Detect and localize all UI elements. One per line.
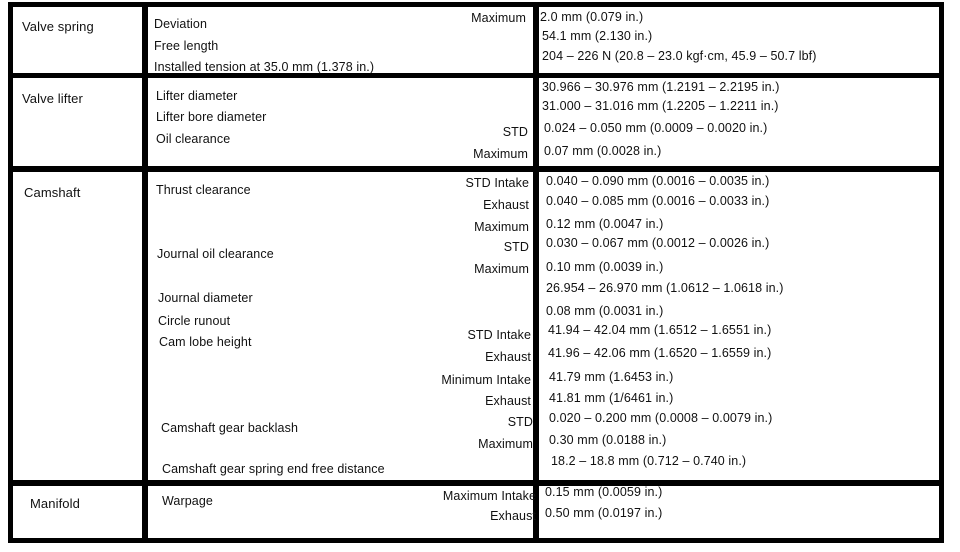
spec-value: 204 – 226 N (20.8 – 23.0 kgf·cm, 45.9 – 50.7 lbf) <box>542 49 817 63</box>
spec-value: 18.2 – 18.8 mm (0.712 – 0.740 in.) <box>551 454 747 468</box>
section-title-valve-lifter: Valve lifter <box>22 91 83 106</box>
spec-value: 0.10 mm (0.0039 in.) <box>546 260 664 274</box>
column-divider-2 <box>533 2 539 543</box>
condition-label: Minimum Intake <box>441 373 531 387</box>
item-label: Free length <box>154 39 219 53</box>
condition-label: Maximum <box>478 437 533 451</box>
section-divider-3 <box>8 480 944 486</box>
spec-value: 0.030 – 0.067 mm (0.0012 – 0.0026 in.) <box>546 236 770 250</box>
spec-value: 30.966 – 30.976 mm (1.2191 – 2.2195 in.) <box>542 80 780 94</box>
condition-label: STD <box>507 415 533 429</box>
condition-label: Maximum <box>471 11 526 25</box>
condition-label: STD Intake <box>467 328 531 342</box>
spec-value: 41.96 – 42.06 mm (1.6520 – 1.6559 in.) <box>548 346 772 360</box>
table-border-bottom <box>8 538 944 543</box>
condition-label: STD Intake <box>465 176 529 190</box>
table-border-top <box>8 2 944 7</box>
spec-value: 0.024 – 0.050 mm (0.0009 – 0.0020 in.) <box>544 121 768 135</box>
condition-label: Maximum Intake <box>442 489 536 503</box>
spec-value: 2.0 mm (0.079 in.) <box>540 10 644 24</box>
section-divider-1 <box>8 73 944 78</box>
section-title-camshaft: Camshaft <box>24 185 81 200</box>
condition-label: Maximum <box>474 262 529 276</box>
item-label: Journal oil clearance <box>157 247 274 261</box>
item-label: Camshaft gear backlash <box>161 421 298 435</box>
spec-value: 0.12 mm (0.0047 in.) <box>546 217 664 231</box>
condition-label: Exhaust <box>483 198 529 212</box>
item-label: Lifter bore diameter <box>156 110 267 124</box>
item-label: Cam lobe height <box>159 335 252 349</box>
condition-label: Maximum <box>473 147 528 161</box>
condition-label: Exhaust <box>485 350 531 364</box>
table-border-left <box>8 2 13 543</box>
item-label: Warpage <box>162 494 213 508</box>
item-label: Installed tension at 35.0 mm (1.378 in.) <box>154 60 375 74</box>
spec-value: 0.040 – 0.090 mm (0.0016 – 0.0035 in.) <box>546 174 770 188</box>
spec-value: 41.79 mm (1.6453 in.) <box>549 370 674 384</box>
spec-value: 0.15 mm (0.0059 in.) <box>545 485 663 499</box>
table-border-right <box>939 2 944 543</box>
item-label: Circle runout <box>158 314 231 328</box>
condition-label: Maximum <box>474 220 529 234</box>
condition-label: Exhaust <box>490 509 536 523</box>
spec-value: 0.040 – 0.085 mm (0.0016 – 0.0033 in.) <box>546 194 770 208</box>
spec-value: 31.000 – 31.016 mm (1.2205 – 1.2211 in.) <box>542 99 779 113</box>
item-label: Journal diameter <box>158 291 253 305</box>
item-label: Lifter diameter <box>156 89 238 103</box>
column-divider-1 <box>142 2 148 543</box>
spec-value: 0.50 mm (0.0197 in.) <box>545 506 663 520</box>
spec-value: 41.81 mm (1/6461 in.) <box>549 391 674 405</box>
item-label: Camshaft gear spring end free distance <box>162 462 385 476</box>
spec-value: 41.94 – 42.04 mm (1.6512 – 1.6551 in.) <box>548 323 772 337</box>
item-label: Deviation <box>154 17 208 31</box>
spec-value: 0.020 – 0.200 mm (0.0008 – 0.0079 in.) <box>549 411 773 425</box>
item-label: Oil clearance <box>156 132 231 146</box>
section-divider-2 <box>8 166 944 172</box>
section-title-valve-spring: Valve spring <box>22 19 94 34</box>
section-title-manifold: Manifold <box>30 496 80 511</box>
spec-value: 26.954 – 26.970 mm (1.0612 – 1.0618 in.) <box>546 281 784 295</box>
spec-value: 54.1 mm (2.130 in.) <box>542 29 653 43</box>
condition-label: Exhaust <box>485 394 531 408</box>
item-label: Thrust clearance <box>156 183 251 197</box>
spec-value: 0.30 mm (0.0188 in.) <box>549 433 667 447</box>
spec-value: 0.07 mm (0.0028 in.) <box>544 144 662 158</box>
condition-label: STD <box>503 240 529 254</box>
spec-value: 0.08 mm (0.0031 in.) <box>546 304 664 318</box>
condition-label: STD <box>502 125 528 139</box>
